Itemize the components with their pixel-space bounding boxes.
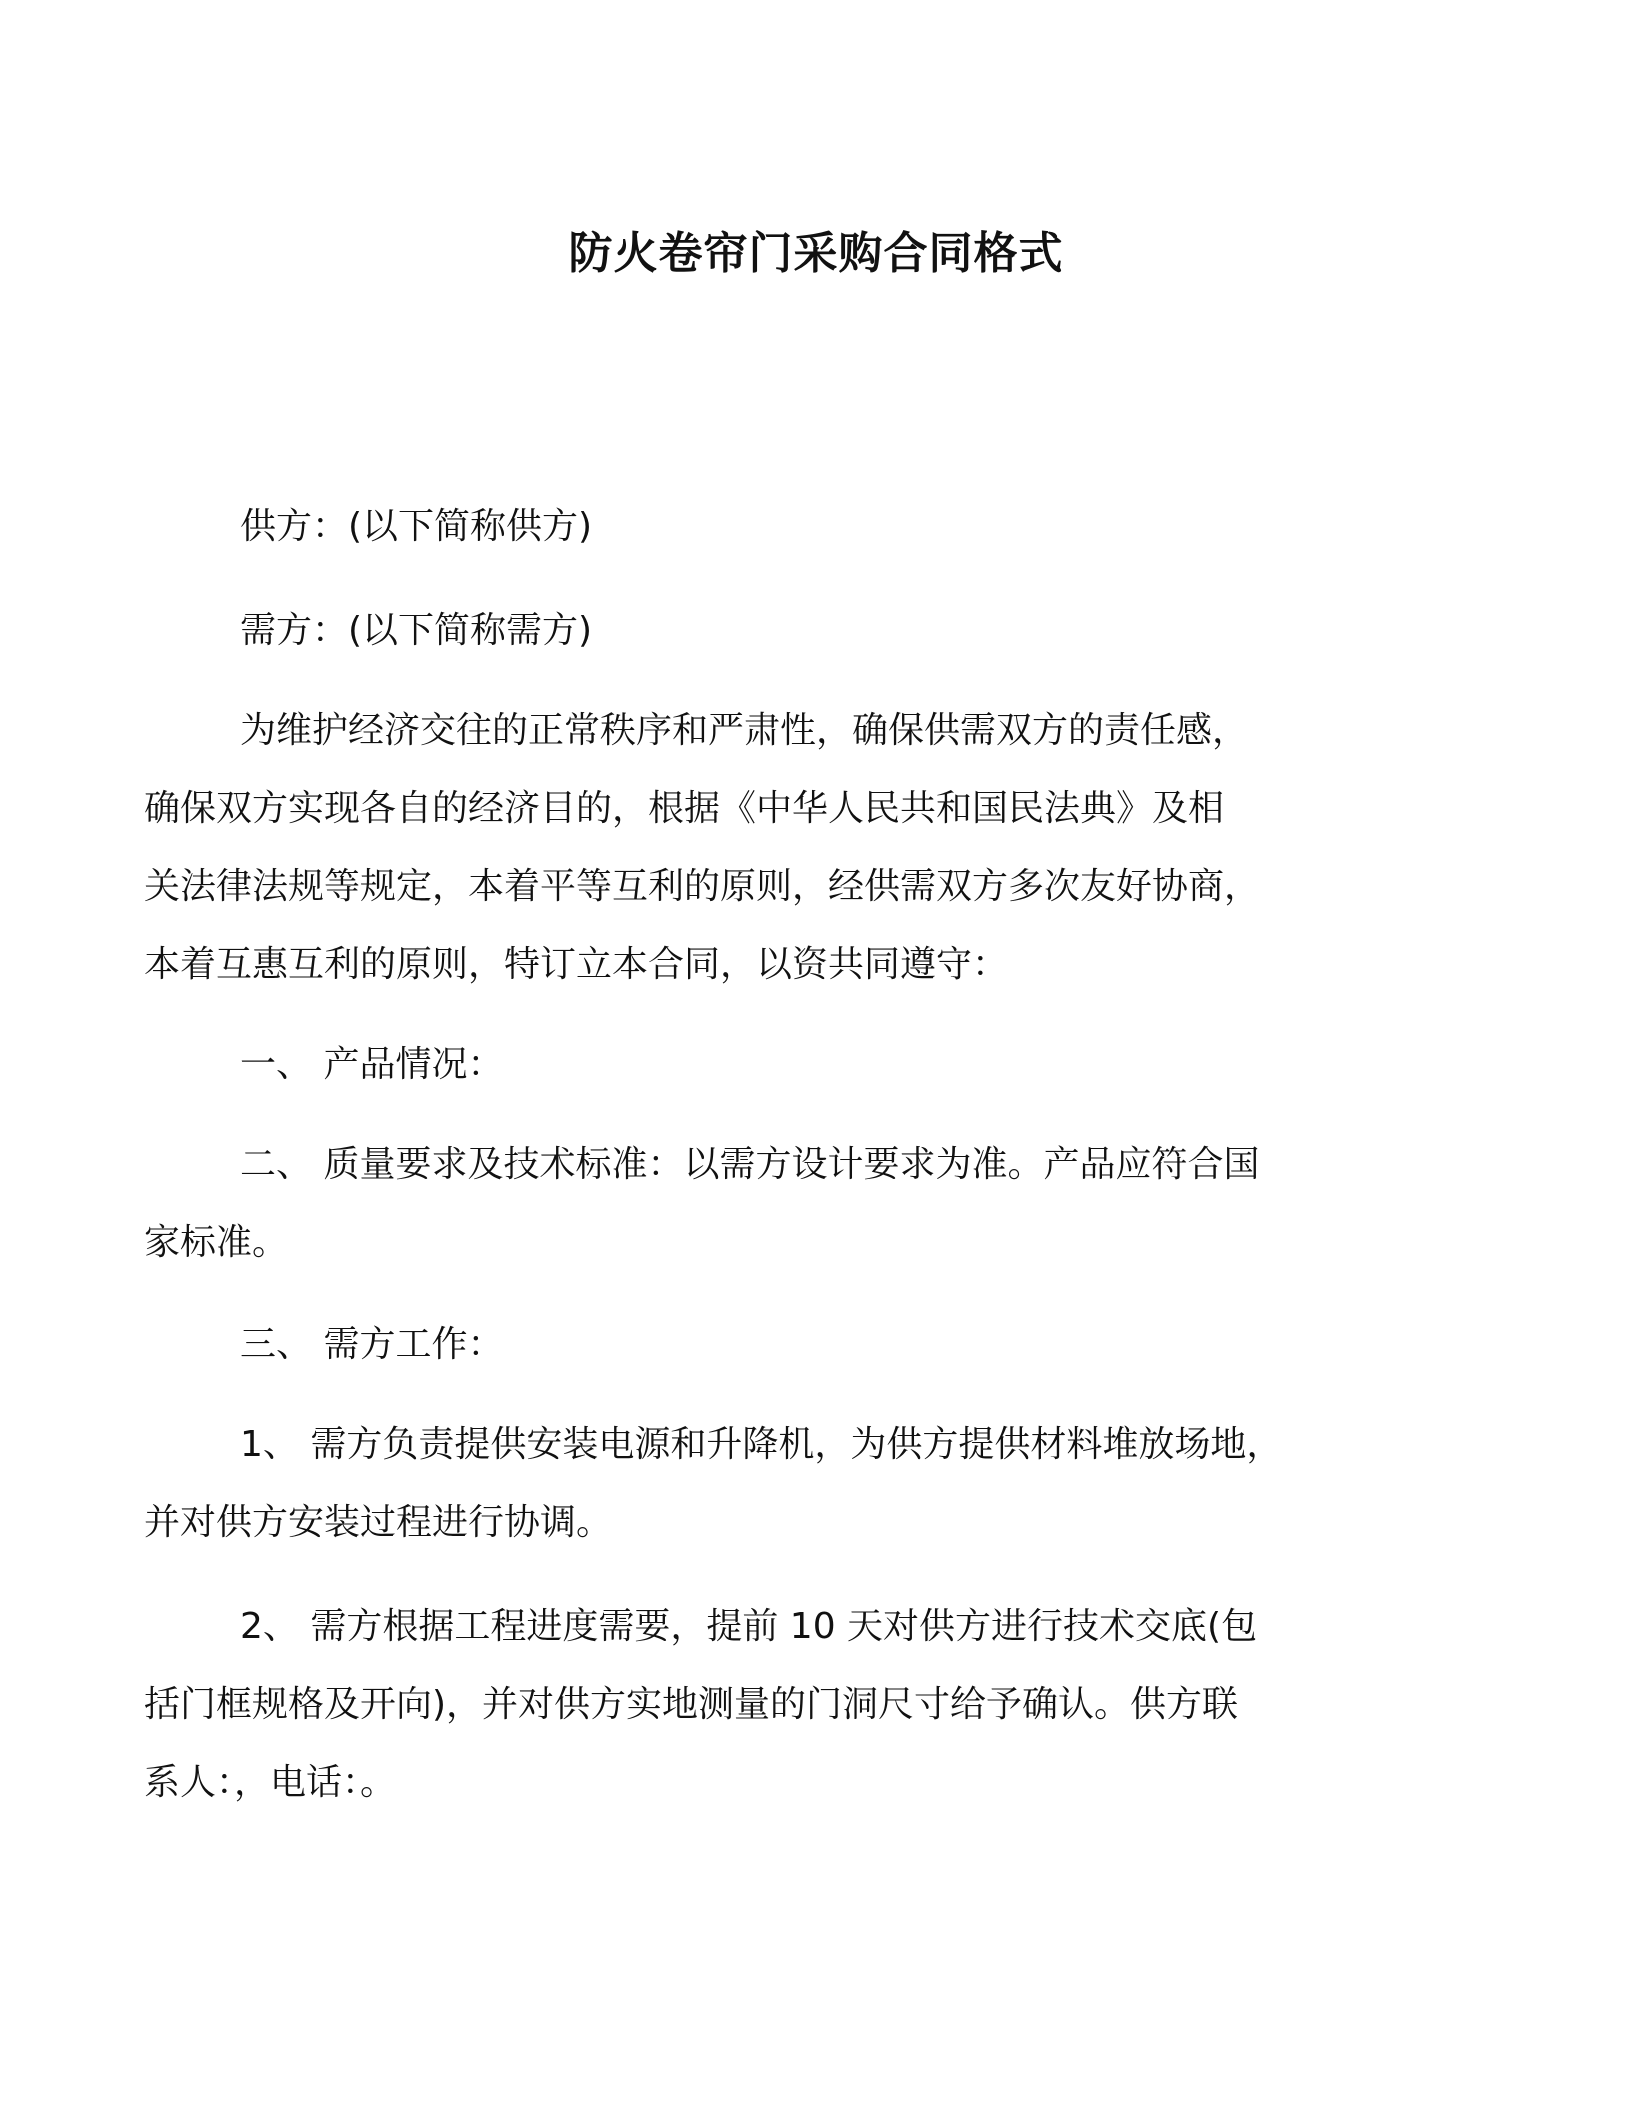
paragraph-line: 为维护经济交往的正常秩序和严肃性，确保供需双方的责任感，: [240, 710, 1249, 751]
section-heading: 一、 产品情况：: [240, 1044, 504, 1085]
paragraph-line: 并对供方安装过程进行协调。: [144, 1502, 613, 1543]
paragraph-supplier: [240, 488, 1390, 566]
paragraph-line: 1、 需方负责提供安装电源和升降机，为供方提供材料堆放场地，: [240, 1424, 1283, 1465]
paragraph-line: 家标准。: [144, 1222, 289, 1263]
document-title: 防火卷帘门采购合同格式: [568, 228, 1064, 279]
paragraph-line: 2、 需方根据工程进度需要，提前 10 天对供方进行技术交底(包: [240, 1606, 1258, 1647]
paragraph-section-2: [144, 1126, 1390, 1282]
paragraph-line: 需方：(以下简称需方): [240, 610, 593, 651]
paragraph-line: 供方：(以下简称供方): [240, 506, 593, 547]
paragraph-line: 括门框规格及开向)，并对供方实地测量的门洞尺寸给予确认。供方联: [144, 1684, 1239, 1725]
paragraph-preamble: [144, 692, 1390, 1004]
paragraph-buyer: [240, 592, 1390, 670]
section-heading: 三、 需方工作：: [240, 1324, 504, 1365]
paragraph-line: 系人：，电话：。: [144, 1762, 397, 1803]
paragraph-section-1: [240, 1026, 1390, 1104]
paragraph-line: 关法律法规等规定，本着平等互利的原则，经供需双方多次友好协商，: [144, 866, 1261, 907]
paragraph-line: 本着互惠互利的原则，特订立本合同，以资共同遵守：: [144, 944, 1009, 985]
paragraph-item-1: [144, 1406, 1390, 1562]
paragraph-item-2: [144, 1588, 1390, 1822]
paragraph-line: 二、 质量要求及技术标准：以需方设计要求为准。产品应符合国: [240, 1144, 1260, 1185]
paragraph-line: 确保双方实现各自的经济目的，根据《中华人民共和国民法典》及相: [144, 788, 1225, 829]
paragraph-section-3: [240, 1306, 1390, 1384]
